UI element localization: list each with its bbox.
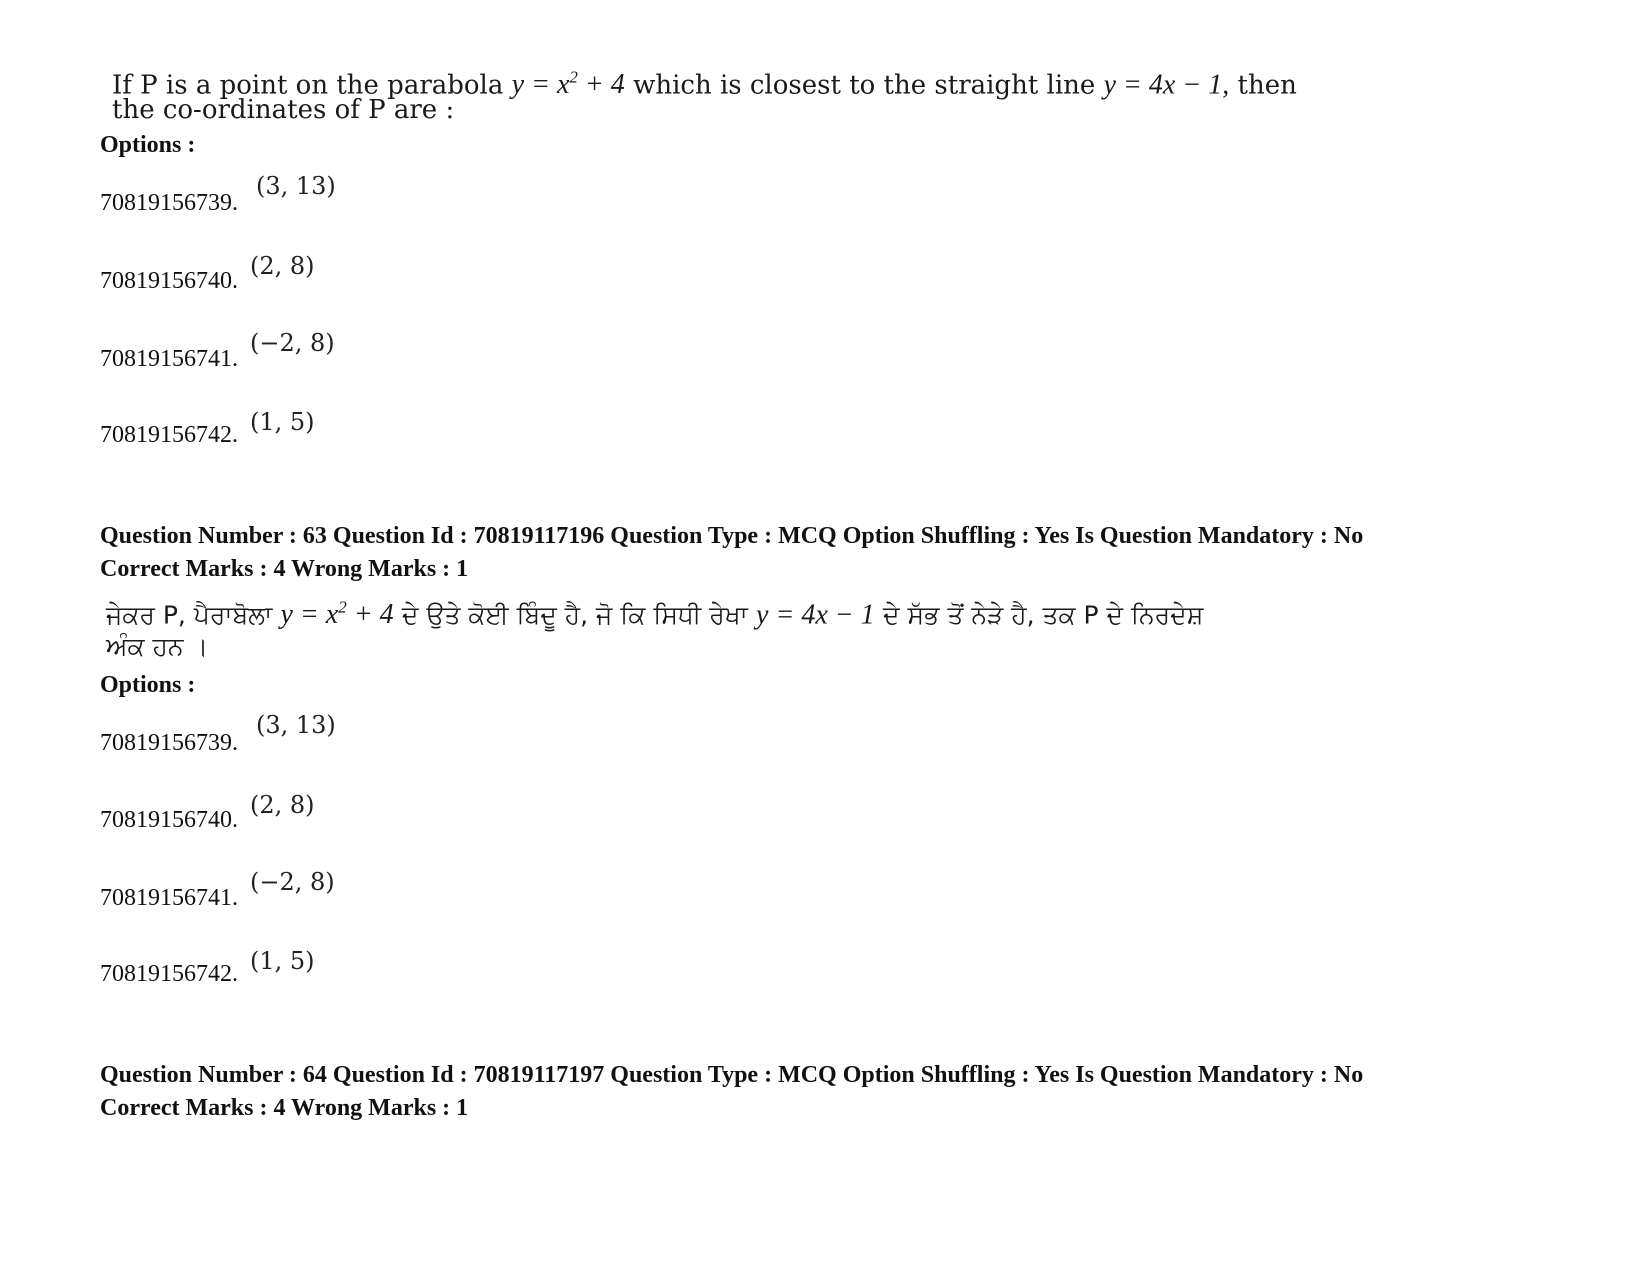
- question-text-line2: the co-ordinates of P are :: [112, 95, 455, 125]
- equation-line: y = 4x − 1,: [1103, 69, 1230, 101]
- question-marks-line: Correct Marks : 4 Wrong Marks : 1: [100, 1095, 469, 1121]
- question-text-part: which is closest to the straight line: [633, 70, 1096, 101]
- option-id: 70819156741.: [100, 885, 238, 911]
- option-id: 70819156739.: [100, 730, 238, 756]
- question-text-punjabi-line2: ਅੰਕ ਹਨ ।: [106, 632, 209, 661]
- question-text-punjabi-line1: [106, 592, 1203, 631]
- option-id: 70819156739.: [100, 190, 238, 216]
- options-label: Options :: [100, 132, 196, 158]
- option-id: 70819156742.: [100, 422, 238, 448]
- equation-parabola: $y = x^2 + 4$: [280, 598, 394, 631]
- question-text-part: ਦੇ ਉਤੇ ਕੋਈ ਬਿੰਦੂ ਹੈ, ਜੋ ਕਿ ਸਿਧੀ ਰੇਖਾ: [401, 600, 748, 630]
- question-text-part: ਦੇ ਸੱਭ ਤੋਂ ਨੇੜੇ ਹੈ, ਤਕ P ਦੇ ਨਿਰਦੇਸ਼: [882, 600, 1204, 630]
- option-value: (3, 13): [256, 172, 336, 200]
- option-id: 70819156740.: [100, 807, 238, 833]
- option-value: (2, 8): [250, 791, 315, 819]
- options-label: Options :: [100, 672, 196, 698]
- option-id: 70819156740.: [100, 268, 238, 294]
- equation-parabola: $y = x^2 + 4$: [511, 68, 625, 101]
- option-value: (2, 8): [250, 252, 315, 280]
- question-text-part: ਜੇਕਰ P, ਪੈਰਾਬੋਲਾ: [106, 600, 273, 630]
- option-value: (3, 13): [256, 711, 336, 739]
- option-value: (1, 5): [250, 408, 315, 436]
- question-meta-line: Question Number : 64 Question Id : 70819117197 Question Type : MCQ Option Shuffling : Yes Is Question Mandatory : No: [100, 1062, 1364, 1088]
- question-marks-line: Correct Marks : 4 Wrong Marks : 1: [100, 556, 469, 582]
- question-meta-line: Question Number : 63 Question Id : 70819117196 Question Type : MCQ Option Shuffling : Yes Is Question Mandatory : No: [100, 523, 1364, 549]
- equation-line: y = 4x − 1: [756, 599, 875, 631]
- option-value: (−2, 8): [250, 329, 335, 357]
- option-value: (1, 5): [250, 947, 315, 975]
- question-text-part: then: [1237, 70, 1297, 101]
- question-text-part: If P is a point on the parabola: [112, 70, 504, 101]
- option-id: 70819156741.: [100, 346, 238, 372]
- option-value: (−2, 8): [250, 868, 335, 896]
- option-id: 70819156742.: [100, 961, 238, 987]
